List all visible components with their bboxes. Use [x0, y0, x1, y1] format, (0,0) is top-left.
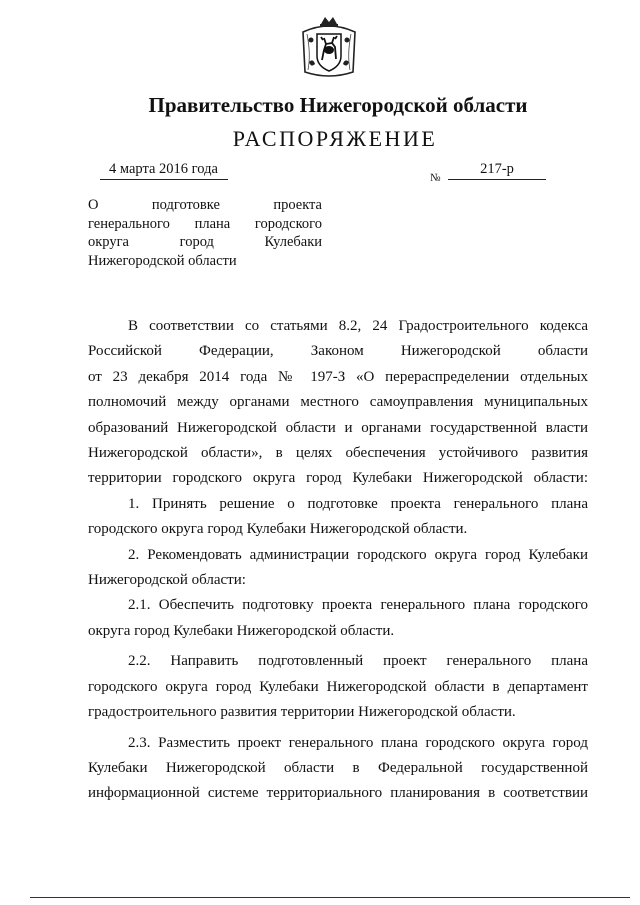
item-2-3-line: 2.3. Разместить проект генерального плана городского округа город [128, 734, 588, 751]
body-line: территории городского округа город Кулебаки Нижегородской области: [88, 470, 588, 487]
item-2-line: 2. Рекомендовать администрации городского округа город Кулебаки [128, 546, 588, 563]
item-2-2-line: 2.2. Направить подготовленный проект генерального плана [128, 653, 588, 670]
page-bottom-rule [30, 897, 630, 898]
document-date: 4 марта 2016 года [100, 161, 228, 180]
number-label: № [430, 172, 441, 184]
item-2-line: Нижегородской области: [88, 572, 246, 589]
item-2-3-line: информационной системе территориального планирования в соответствии [88, 785, 588, 802]
item-1-line: городского округа город Кулебаки Нижегородской области. [88, 521, 468, 538]
item-2-1-line: округа город Кулебаки Нижегородской области. [88, 622, 395, 639]
body-line: В соответствии со статьями 8.2, 24 Градостроительного кодекса [128, 318, 588, 334]
item-2-1-line: 2.1. Обеспечить подготовку проекта генерального плана городского [128, 597, 588, 614]
document-type: РАСПОРЯЖЕНИЕ [232, 126, 438, 151]
item-1-line: 1. Принять решение о подготовке проекта генерального плана [128, 495, 588, 512]
coat-of-arms-emblem [299, 14, 359, 80]
document-number: 217-р [448, 161, 546, 180]
document-subject [88, 196, 322, 270]
body-line: от 23 декабря 2014 года № 197-З «О перераспределении отдельных [88, 368, 588, 385]
body-line: Российской Федерации, Законом Нижегородской области [88, 343, 588, 360]
subject-line: О подготовке проекта [88, 197, 322, 213]
subject-line: Нижегородской области [88, 252, 237, 269]
item-2-2-line: городского округа город Кулебаки Нижегородской области в департамент [88, 678, 588, 695]
item-2-2-line: градостроительного развития территории Нижегородской области. [88, 704, 516, 721]
body-line: образований Нижегородской области и органами государственной власти [88, 419, 588, 436]
subject-line: округа город Кулебаки [88, 234, 322, 250]
subject-line: генерального плана городского [88, 215, 322, 232]
body-line: Нижегородской области», в целях обеспечения устойчивого развития [88, 445, 588, 462]
item-2-3-line: Кулебаки Нижегородской области в Федеральной государственной [88, 759, 588, 776]
government-title: Правительство Нижегородской области [148, 93, 528, 117]
document-body [88, 314, 588, 807]
body-line: полномочий между органами местного самоуправления муниципальных [88, 394, 588, 411]
